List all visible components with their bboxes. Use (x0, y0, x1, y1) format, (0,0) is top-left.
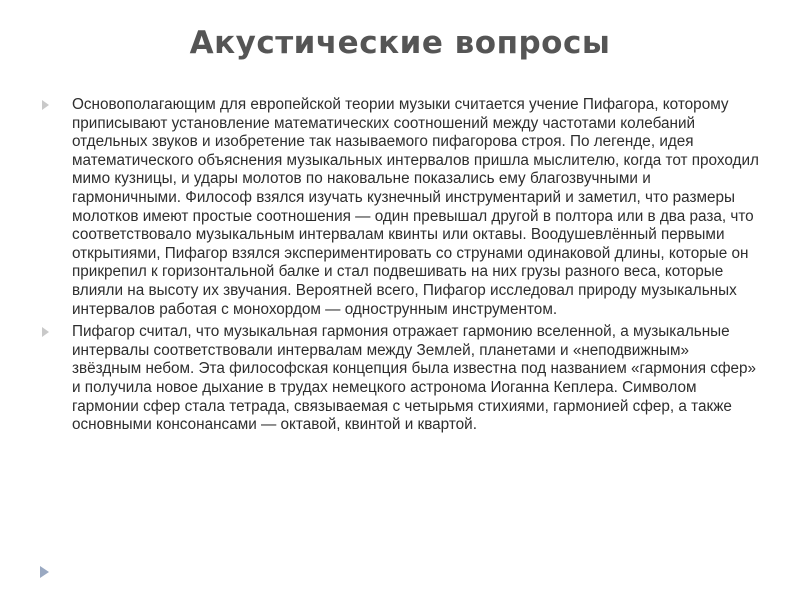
triangle-bullet-icon (42, 100, 49, 110)
bullet-item (42, 96, 762, 319)
bullet-text: Основополагающим для европейской теории музыки считается учение Пифагора, которому приписывают установление математических соотношений между частотами колебаний отдельных звуков и изобретение так называемого пифагорова строя. По легенде, идея математического объяснения музыкальных интервалов пришла мыслителю, когда тот проходил мимо кузницы, и удары молотов по наковальне показались ему благозвучными и гармоничными. Философ взялся изучать кузнечный инструментарий и заметил, что размеры молотков имеют простые соотношения — один превышал другой в полтора или в два раза, что соответствовало музыкальным интервалам квинты или октавы. Воодушевлённый первыми открытиями, Пифагор взялся экспериментировать со струнами одинаковой длины, которые он прикрепил к горизонтальной балке и стал подвешивать на них грузы разного веса, которые влияли на высоту их звучания. Вероятней всего, Пифагор исследовал природу музыкальных интервалов работая с монохордом — однострунным инструментом. (72, 96, 759, 318)
bullet-text: Пифагор считал, что музыкальная гармония отражает гармонию вселенной, а музыкальные интервалы соответствовали интервалам между Землей, планетами и «неподвижным» звёздным небом. Эта философская концепция была известна под названием «гармония сфер» и получила новое дыхание в трудах немецкого астронома Иоганна Кеплера. Символом гармонии сфер стала тетрада, связываемая с четырьмя стихиями, гармонией сфер, а также основными консонансами — октавой, квинтой и квартой. (72, 323, 757, 434)
next-slide-arrow-icon[interactable] (40, 566, 49, 578)
triangle-bullet-icon (42, 327, 49, 337)
slide-title: Акустические вопросы (189, 25, 611, 61)
slide-content (42, 96, 762, 439)
bullet-item (42, 323, 762, 435)
